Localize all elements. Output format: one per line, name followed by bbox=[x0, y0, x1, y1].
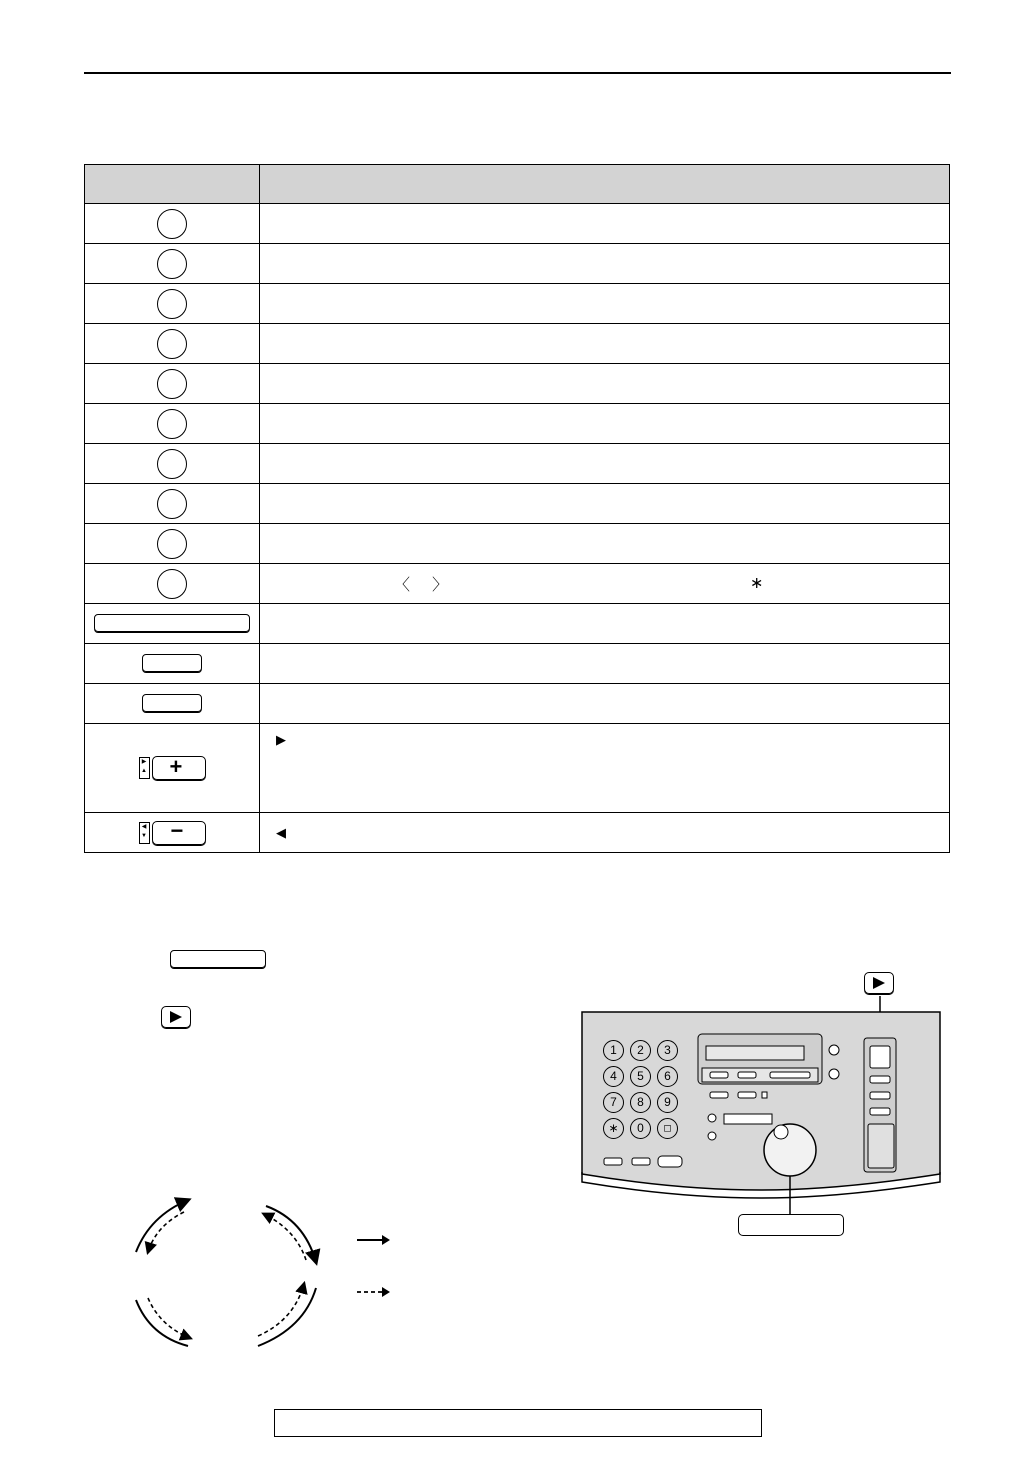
keypad-key: 6 bbox=[657, 1066, 678, 1087]
inline-rect-key-icon bbox=[170, 950, 266, 968]
function-cell bbox=[260, 604, 950, 644]
header-key-cell bbox=[85, 165, 260, 204]
play-triangle-icon: ▶ bbox=[276, 732, 286, 747]
asterisk-icon: ∗ bbox=[750, 575, 764, 592]
keypad-key: 8 bbox=[630, 1092, 651, 1113]
table-row bbox=[85, 204, 950, 244]
device-keypad bbox=[603, 1040, 683, 1144]
circle-key-icon bbox=[157, 369, 187, 399]
back-triangle-icon: ◀ bbox=[276, 825, 286, 840]
function-cell bbox=[260, 524, 950, 564]
function-cell bbox=[260, 284, 950, 324]
table-row bbox=[85, 684, 950, 724]
function-cell bbox=[260, 484, 950, 524]
table-row bbox=[85, 564, 950, 604]
legend-solid-arrow bbox=[356, 1232, 392, 1248]
keypad-key: 0 bbox=[630, 1118, 651, 1139]
table-row bbox=[85, 244, 950, 284]
function-cell bbox=[260, 813, 950, 853]
keypad-key: 4 bbox=[603, 1066, 624, 1087]
device-callout-label-box bbox=[738, 1214, 844, 1236]
table-row bbox=[85, 404, 950, 444]
function-cell bbox=[260, 564, 950, 604]
table-row bbox=[85, 604, 950, 644]
inline-play-key-icon bbox=[161, 1006, 191, 1028]
footer-box bbox=[274, 1409, 762, 1437]
table-row bbox=[85, 324, 950, 364]
function-cell bbox=[260, 324, 950, 364]
rect-key-icon bbox=[142, 694, 202, 712]
circle-key-icon bbox=[157, 529, 187, 559]
angle-left-icon: 〈 bbox=[394, 577, 411, 594]
circle-key-icon bbox=[157, 489, 187, 519]
table-row bbox=[85, 724, 950, 813]
table-row bbox=[85, 644, 950, 684]
legend-dashed-arrow bbox=[356, 1284, 392, 1300]
keypad-key: 3 bbox=[657, 1040, 678, 1061]
keypad-key: 9 bbox=[657, 1092, 678, 1113]
circle-key-icon bbox=[157, 569, 187, 599]
volume-plus-key-icon bbox=[139, 756, 206, 780]
keypad-key: 1 bbox=[603, 1040, 624, 1061]
key-function-table bbox=[84, 164, 950, 853]
circle-key-icon bbox=[157, 409, 187, 439]
wide-key-icon bbox=[94, 614, 250, 632]
plus-icon: + bbox=[169, 754, 183, 779]
table-row bbox=[85, 364, 950, 404]
function-cell bbox=[260, 684, 950, 724]
angle-right-icon: 〉 bbox=[432, 577, 449, 594]
table-row bbox=[85, 444, 950, 484]
volume-minus-key-icon bbox=[139, 817, 206, 845]
function-cell bbox=[260, 724, 950, 813]
table-header-row bbox=[85, 165, 950, 204]
circle-key-icon bbox=[157, 249, 187, 279]
circle-key-icon bbox=[157, 289, 187, 319]
function-cell bbox=[260, 244, 950, 284]
keypad-key: ∗ bbox=[603, 1118, 624, 1139]
function-cell bbox=[260, 404, 950, 444]
minus-icon: − bbox=[170, 817, 184, 843]
nav-mini-icon: ◀ ▼ bbox=[139, 822, 150, 844]
circle-key-icon bbox=[157, 449, 187, 479]
circle-key-icon bbox=[157, 209, 187, 239]
function-cell bbox=[260, 204, 950, 244]
top-rule bbox=[84, 72, 951, 74]
header-function-cell bbox=[260, 165, 950, 204]
keypad-key: ◻ bbox=[657, 1118, 678, 1139]
function-cell bbox=[260, 444, 950, 484]
rect-key-icon bbox=[142, 654, 202, 672]
table-row bbox=[85, 484, 950, 524]
device-play-key-callout-icon bbox=[864, 972, 894, 994]
keypad-key: 2 bbox=[630, 1040, 651, 1061]
rotation-diagram bbox=[126, 1188, 336, 1358]
function-cell bbox=[260, 644, 950, 684]
table-row bbox=[85, 524, 950, 564]
circle-key-icon bbox=[157, 329, 187, 359]
keypad-key: 7 bbox=[603, 1092, 624, 1113]
table-row bbox=[85, 284, 950, 324]
function-cell bbox=[260, 364, 950, 404]
keypad-key: 5 bbox=[630, 1066, 651, 1087]
nav-mini-icon: ▶ ▲ bbox=[139, 757, 150, 779]
table-row bbox=[85, 813, 950, 853]
